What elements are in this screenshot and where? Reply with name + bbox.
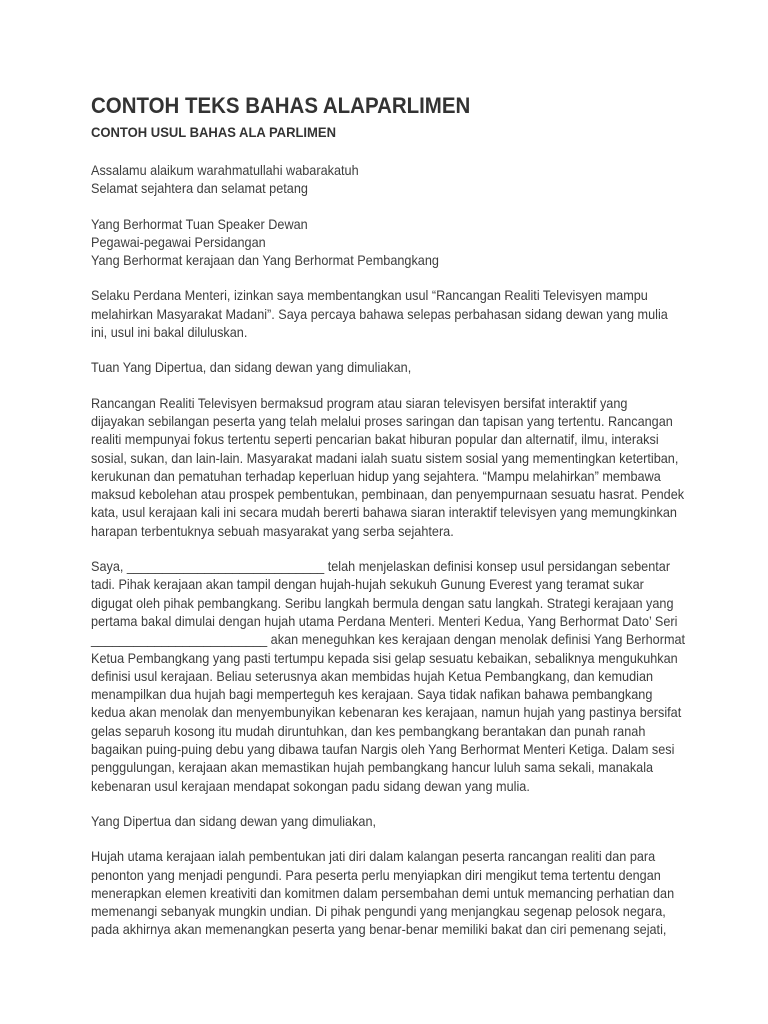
text-line: _________________________ akan meneguhkan kes kerajaan dengan menolak definisi Yang Berhormat — [91, 631, 686, 648]
text-line: maksud kebolehan atau prospek pembentukan, pembinaan, dan penyempurnaan sesuatu hasrat. Pendek — [91, 486, 685, 503]
paragraph-spacer — [91, 540, 708, 557]
text-line: gelas separuh kosong itu mudah diruntuhkan, dan kes pembangkang berantakan dan punah ranah — [91, 722, 646, 739]
paragraph-spacer — [91, 269, 708, 286]
text-line: memenangi sebanyak mungkin undian. Di pihak pengundi yang menjangkau segenap pelosok negara, — [91, 903, 666, 920]
text-line: pada akhirnya akan memenangkan peserta yang benar-benar memiliki bakat dan ciri pemenang sejati, — [91, 921, 667, 938]
paragraph — [91, 394, 708, 540]
text-line: Hujah utama kerajaan ialah pembentukan jati diri dalam kalangan peserta rancangan realiti dan para — [91, 848, 656, 865]
text-line: menampilkan dua hujah bagi memperteguh kes kerajaan. Saya tidak nafikan bahawa pembangkang — [91, 686, 653, 703]
text-line: digugat oleh pihak pembangkang. Seribu langkah bermula dengan satu langkah. Strategi kerajaan yang — [91, 594, 674, 611]
text-line: pertama bakal dimulai dengan hujah utama Perdana Menteri. Menteri Kedua, Yang Berhormat Dato’ Seri — [91, 612, 678, 629]
text-line: kerukunan dan pematuhan terhadap keperluan hidup yang sejahtera. “Mampu melahirkan” membawa — [91, 467, 661, 484]
text-line: kedua akan menolak dan menyembunyikan kebenaran kes kerajaan, namun hujah yang pastinya bersifat — [91, 704, 682, 721]
text-line: penggulungan, kerajaan akan memastikan hujah pembangkang hancur luluh sama sekali, manakala — [91, 759, 654, 776]
text-line: penonton yang menjadi pengundi. Para peserta perlu menyiapkan diri mengikut tema tertentu dengan — [91, 866, 661, 883]
text-line: bagaikan puing-puing debu yang dibawa taufan Nargis oleh Yang Berhormat Menteri Ketiga. Dalam sesi — [91, 741, 675, 758]
text-line: definisi usul kerajaan. Beliau seterusnya akan membidas hujah Ketua Pembangkang, dan kemudian — [91, 667, 654, 684]
text-line: Pegawai-pegawai Persidangan — [91, 233, 266, 250]
text-line: Tuan Yang Dipertua, dan sidang dewan yang dimuliakan, — [91, 359, 412, 376]
paragraph-spacer — [91, 198, 708, 215]
paragraph — [91, 215, 708, 270]
paragraph-spacer — [91, 830, 708, 847]
text-line: Saya, ____________________________ telah menjelaskan definisi konsep usul persidangan sebentar — [91, 558, 671, 575]
text-line: Yang Dipertua dan sidang dewan yang dimuliakan, — [91, 812, 377, 829]
text-line: Selamat sejahtera dan selamat petang — [91, 180, 308, 197]
document-subtitle: CONTOH USUL BAHAS ALA PARLIMEN — [91, 124, 336, 140]
paragraph-spacer — [91, 795, 708, 812]
text-line: menerapkan elemen kreativiti dan komitmen dalam persembahan demi untuk memancing perhatian dan — [91, 884, 675, 901]
paragraph — [91, 812, 708, 830]
text-line: Assalamu alaikum warahmatullahi wabarakatuh — [91, 162, 359, 178]
text-line: kata, usul kerajaan kali ini secara mudah bererti bahawa siaran interaktif televisyen yang memungkinkan — [91, 504, 677, 521]
text-line: harapan terbentuknya sebuah masyarakat yang serba sejahtera. — [91, 522, 454, 539]
paragraph-spacer — [91, 377, 708, 394]
paragraph — [91, 847, 708, 938]
document-title: CONTOH TEKS BAHAS ALAPARLIMEN — [91, 93, 471, 118]
text-line: sosial, sukan, dan lain-lain. Masyarakat madani ialah suatu sistem sosial yang mementingkan ketertiban, — [91, 449, 679, 466]
text-line: Yang Berhormat Tuan Speaker Dewan — [91, 215, 308, 232]
text-line: kebenaran usul kerajaan mendapat sokongan padu sidang dewan yang mulia. — [91, 777, 530, 794]
paragraph — [91, 286, 708, 341]
document-body — [91, 161, 708, 939]
text-line: Yang Berhormat kerajaan dan Yang Berhormat Pembangkang — [91, 252, 439, 269]
text-line: melahirkan Masyarakat Madani”. Saya percaya bahawa selepas perbahasan sidang dewan yang mulia — [91, 305, 668, 322]
text-line: Ketua Pembangkang yang pasti tertumpu kepada sisi gelap sesuatu kebaikan, sebaliknya mengukuhkan — [91, 649, 678, 666]
text-line: Rancangan Realiti Televisyen bermaksud program atau siaran televisyen bersifat interaktif yang — [91, 394, 628, 411]
paragraph — [91, 161, 708, 198]
paragraph — [91, 358, 708, 376]
text-line: dijayakan sebilangan peserta yang telah melalui proses saringan dan tapisan yang tertentu. Rancangan — [91, 412, 673, 429]
paragraph-spacer — [91, 341, 708, 358]
text-line: tadi. Pihak kerajaan akan tampil dengan hujah-hujah sekukuh Gunung Everest yang teramat sukar — [91, 576, 644, 593]
text-line: realiti mempunyai fokus tertentu seperti pencarian bakat hiburan popular dan alternatif, ilmu, interaksi — [91, 431, 659, 448]
paragraph — [91, 557, 708, 795]
text-line: Selaku Perdana Menteri, izinkan saya membentangkan usul “Rancangan Realiti Televisyen mampu — [91, 287, 648, 304]
text-line: ini, usul ini bakal diluluskan. — [91, 324, 248, 341]
